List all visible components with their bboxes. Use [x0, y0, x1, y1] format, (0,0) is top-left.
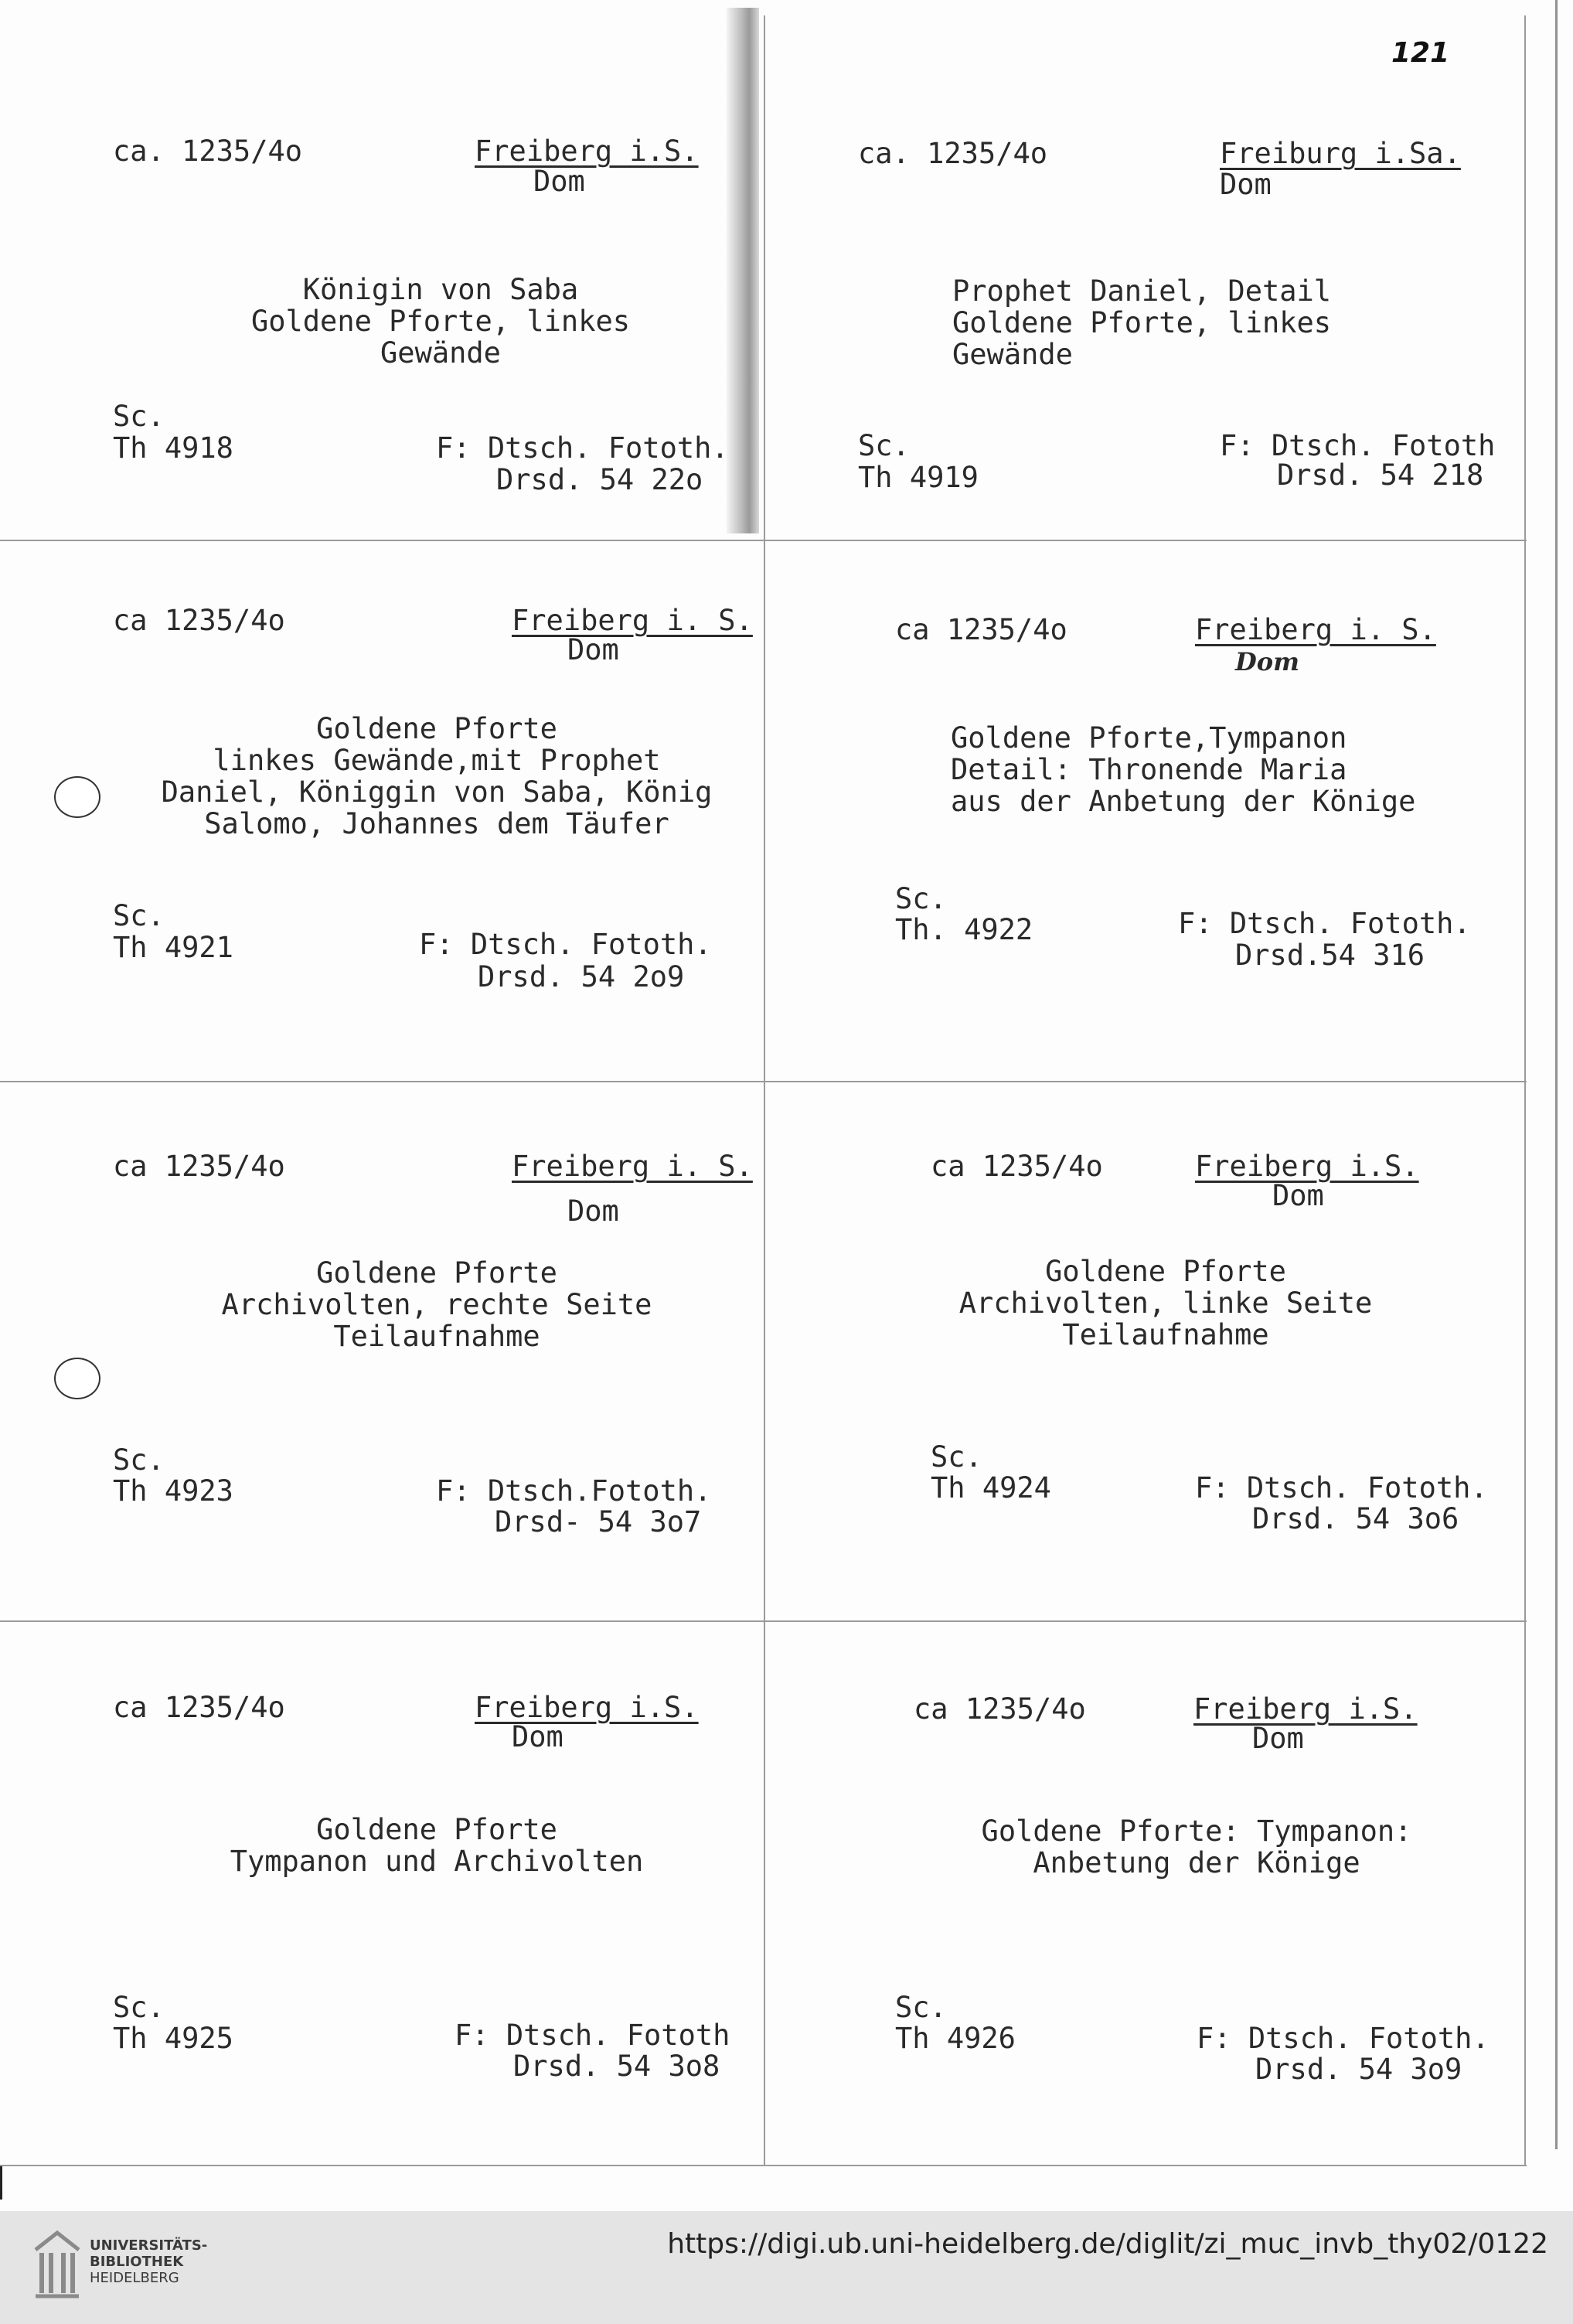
card-sc: Sc.	[895, 882, 947, 915]
card-date: ca. 1235/4o	[858, 137, 1048, 170]
card-place: Freiberg i. S.	[512, 604, 753, 637]
card-sc: Sc.	[113, 1443, 165, 1477]
card-date: ca. 1235/4o	[113, 135, 303, 168]
card-source: F: Dtsch. Fototh	[1220, 429, 1496, 462]
card-building: Dom	[512, 1720, 563, 1753]
permalink-url[interactable]: https://digi.ub.uni-heidelberg.de/diglit/zi_muc_invb_thy02/0122	[667, 2228, 1548, 2260]
card-negative: Drsd. 54 2o9	[478, 960, 685, 993]
card-place: Freiberg i.S.	[1193, 1692, 1418, 1726]
card-inventory: Th 4924	[931, 1471, 1051, 1504]
card-title: Königin von Saba Goldene Pforte, linkes Gewände	[250, 273, 631, 370]
card-title: Goldene Pforte Tympanon und Archivolten	[230, 1813, 644, 1878]
card-negative: Drsd. 54 22o	[496, 463, 703, 496]
card-date: ca 1235/4o	[113, 604, 285, 637]
card-source: F: Dtsch. Fototh.	[1178, 907, 1471, 940]
card-title: Goldene Pforte Archivolten, rechte Seite Teilaufnahme	[221, 1256, 652, 1353]
card-building: Dom	[1235, 647, 1299, 676]
card-building: Dom	[1220, 168, 1272, 201]
card-sc: Sc.	[113, 899, 165, 932]
catalog-card-5	[0, 1081, 764, 1620]
sheet-left-mark	[0, 2165, 2, 2200]
card-inventory: Th. 4922	[895, 913, 1033, 946]
library-logo-icon	[31, 2227, 83, 2301]
card-building: Dom	[533, 165, 585, 198]
catalog-card-8	[764, 1620, 1527, 2165]
punch-hole-lower	[54, 1358, 100, 1399]
card-negative: Drsd.54 316	[1235, 939, 1425, 972]
card-inventory: Th 4925	[113, 2022, 233, 2055]
card-place: Freiburg i.Sa.	[1220, 137, 1461, 170]
logo-line-2: BIBLIOTHEK	[90, 2254, 184, 2270]
card-inventory: Th 4923	[113, 1474, 233, 1508]
card-title: Prophet Daniel, Detail Goldene Pforte, linkes Gewände	[952, 274, 1332, 371]
card-building: Dom	[1272, 1179, 1324, 1212]
catalog-card-4	[764, 540, 1527, 1081]
logo-line-3: HEIDELBERG	[90, 2270, 179, 2286]
card-building: Dom	[567, 1194, 619, 1228]
card-sc: Sc.	[113, 400, 165, 433]
card-title: Goldene Pforte: Tympanon: Anbetung der Könige	[981, 1815, 1412, 1879]
card-inventory: Th 4919	[858, 461, 979, 494]
logo-line-1: UNIVERSITÄTS-	[90, 2237, 208, 2254]
catalog-card-3	[0, 540, 764, 1081]
card-inventory: Th 4921	[113, 931, 233, 964]
card-sc: Sc.	[858, 429, 910, 462]
page-number: 121	[1391, 37, 1450, 69]
library-logo-text	[90, 2237, 207, 2286]
sheet-right-edge	[1555, 0, 1558, 2149]
card-source: F: Dtsch. Fototh.	[1197, 2022, 1490, 2055]
card-title: Goldene Pforte linkes Gewände,mit Prophet Daniel, Königgin von Saba, König Salomo, Johannes dem Täufer	[161, 712, 713, 840]
card-date: ca 1235/4o	[113, 1150, 285, 1183]
catalog-card-2	[764, 0, 1527, 540]
card-negative: Drsd. 54 3o6	[1252, 1502, 1459, 1535]
card-date: ca 1235/4o	[895, 613, 1067, 646]
card-date: ca 1235/4o	[113, 1691, 285, 1724]
card-negative: Drsd- 54 3o7	[495, 1505, 702, 1539]
card-sc: Sc.	[113, 1991, 165, 2024]
card-source: F: Dtsch. Fototh.	[1195, 1471, 1488, 1504]
card-place: Freiberg i.S.	[1195, 1150, 1419, 1183]
card-place: Freiberg i.S.	[475, 135, 699, 168]
card-negative: Drsd. 54 218	[1277, 458, 1484, 492]
card-building: Dom	[1252, 1722, 1304, 1755]
card-place: Freiberg i.S.	[475, 1691, 699, 1724]
catalog-card-6	[764, 1081, 1527, 1620]
card-inventory: Th 4926	[895, 2022, 1016, 2055]
card-sc: Sc.	[931, 1440, 982, 1474]
catalog-card-1	[0, 0, 764, 540]
card-source: F: Dtsch. Fototh.	[419, 928, 712, 961]
card-inventory: Th 4918	[113, 431, 233, 465]
card-building: Dom	[567, 633, 619, 666]
card-place: Freiberg i. S.	[1195, 613, 1436, 646]
card-source: F: Dtsch. Fototh	[455, 2019, 730, 2052]
punch-hole-upper	[54, 776, 100, 818]
card-date: ca 1235/4o	[931, 1150, 1103, 1183]
catalog-card-7	[0, 1620, 764, 2165]
row-divider-4	[0, 2165, 1527, 2166]
card-negative: Drsd. 54 3o9	[1255, 2053, 1462, 2086]
card-date: ca 1235/4o	[914, 1692, 1086, 1726]
card-place: Freiberg i. S.	[512, 1150, 753, 1183]
card-source: F: Dtsch. Fototh.	[436, 431, 729, 465]
card-title: Goldene Pforte,Tympanon Detail: Thronende Maria aus der Anbetung der Könige	[951, 721, 1416, 818]
card-sc: Sc.	[895, 1991, 947, 2024]
card-title: Goldene Pforte Archivolten, linke Seite Teilaufnahme	[958, 1255, 1373, 1351]
card-source: F: Dtsch.Fototh.	[436, 1474, 712, 1508]
card-negative: Drsd. 54 3o8	[513, 2050, 720, 2083]
